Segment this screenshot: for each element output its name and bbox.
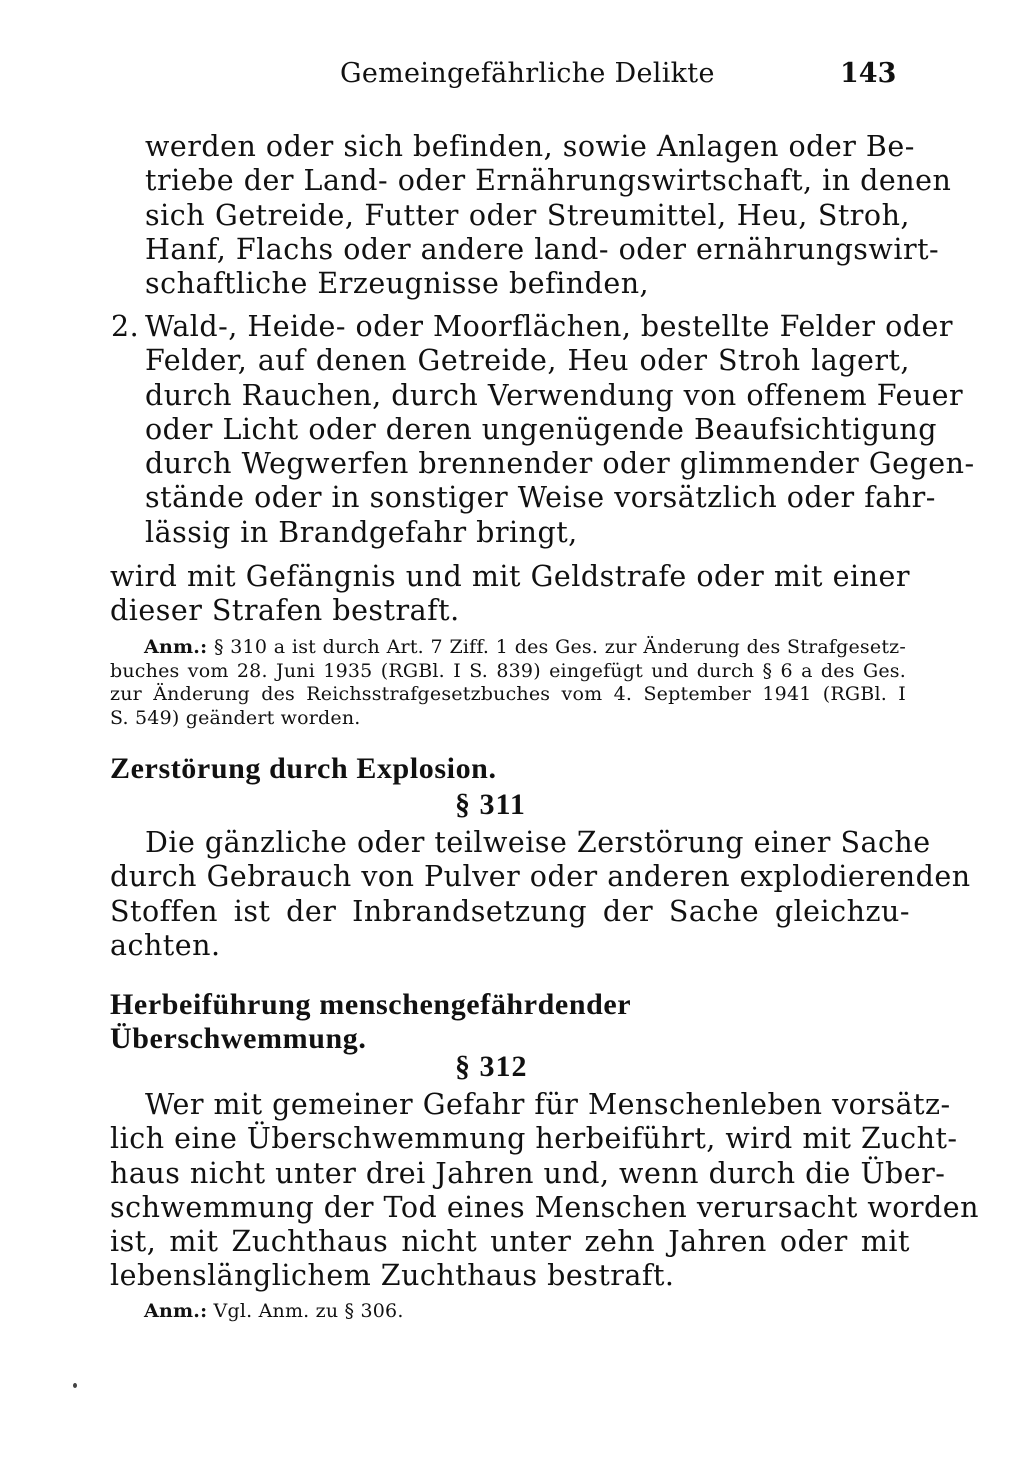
list-item-2 [110,310,975,550]
annotation-note [110,1300,906,1324]
section-heading: Zerstörung durch Explosion. [110,752,497,785]
item-number: 2. [111,310,140,343]
text-line: lich eine Überschwemmung herbeiführt, wird mit Zucht- [110,1122,958,1156]
paragraph-number: § 311 [455,788,526,821]
text-line: Die gänzliche oder teilweise Zerstörung einer Sache [145,826,931,859]
note-line: S. 549) geändert worden. [110,706,361,729]
note-label: Anm.: [144,636,208,658]
paragraph-number: § 312 [455,1050,528,1083]
text-line: durch Gebrauch von Pulver oder anderen explodierenden [110,860,971,894]
text-line: schaftliche Erzeugnisse befinden, [145,267,650,301]
note-line: zur Änderung des Reichsstrafgesetzbuches vom 4. September 1941 (RGBl. I [110,683,906,705]
annotation-note [110,636,906,730]
text-line: Stoffen ist der Inbrandsetzung der Sache gleichzu- [110,894,910,928]
text-line: Wer mit gemeiner Gefahr für Menschenleben vorsätz- [145,1088,951,1121]
text-line: dieser Strafen bestraft. [110,594,460,628]
item-text: Wald-, Heide- oder Moorflächen, bestellte Felder oder [145,310,953,343]
section-heading [110,988,631,1056]
text-line: oder Licht oder deren ungenügende Beaufsichtigung [145,412,937,446]
note-text: § 310 a ist durch Art. 7 Ziff. 1 des Ges. zur Änderung des Strafgesetz- [213,636,906,658]
note-label: Anm.: [144,1300,208,1322]
text-line: durch Wegwerfen brennender oder glimmender Gegen- [145,447,975,481]
text-line: wird mit Gefängnis und mit Geldstrafe oder mit einer [110,560,910,593]
running-head: Gemeingefährliche Delikte [340,58,715,89]
text-line: achten. [110,928,221,962]
text-line: Felder, auf denen Getreide, Heu oder Stroh lagert, [145,344,910,378]
text-line [110,310,953,344]
section-312-text [110,1088,979,1294]
text-line: werden oder sich befinden, sowie Anlagen oder Be- [145,130,915,163]
text-line: sich Getreide, Futter oder Streumittel, Heu, Stroh, [145,198,910,232]
note-line: buches vom 28. Juni 1935 (RGBl. I S. 839) eingefügt und durch § 6 a des Ges. [110,659,906,682]
text-line: lebenslänglichem Zuchthaus bestraft. [110,1259,675,1293]
ink-speck [73,1383,77,1388]
text-line: triebe der Land- oder Ernährungswirtschaft, in denen [145,164,952,198]
text-line: haus nicht unter drei Jahren und, wenn durch die Über- [110,1156,946,1190]
text-line: stände oder in sonstiger Weise vorsätzlich oder fahr- [145,481,936,515]
text-line: ist, mit Zuchthaus nicht unter zehn Jahren oder mit [110,1225,910,1259]
text-line: durch Rauchen, durch Verwendung von offenem Feuer [145,378,964,412]
note-line [110,1300,906,1324]
heading-line: Überschwemmung. [110,1022,367,1055]
text-line: Hanf, Flachs oder andere land- oder ernährungswirt- [145,232,940,266]
heading-line: Herbeiführung menschengefährdender [110,988,632,1021]
note-line [110,636,906,660]
note-text: Vgl. Anm. zu § 306. [213,1300,404,1322]
text-line: lässig in Brandgefahr bringt, [145,515,578,549]
section-311-text [110,826,971,963]
continuation-paragraph [110,130,952,301]
text-line: schwemmung der Tod eines Menschen verursacht worden [110,1190,979,1224]
page-number: 143 [840,58,897,89]
penalty-clause [110,560,910,629]
